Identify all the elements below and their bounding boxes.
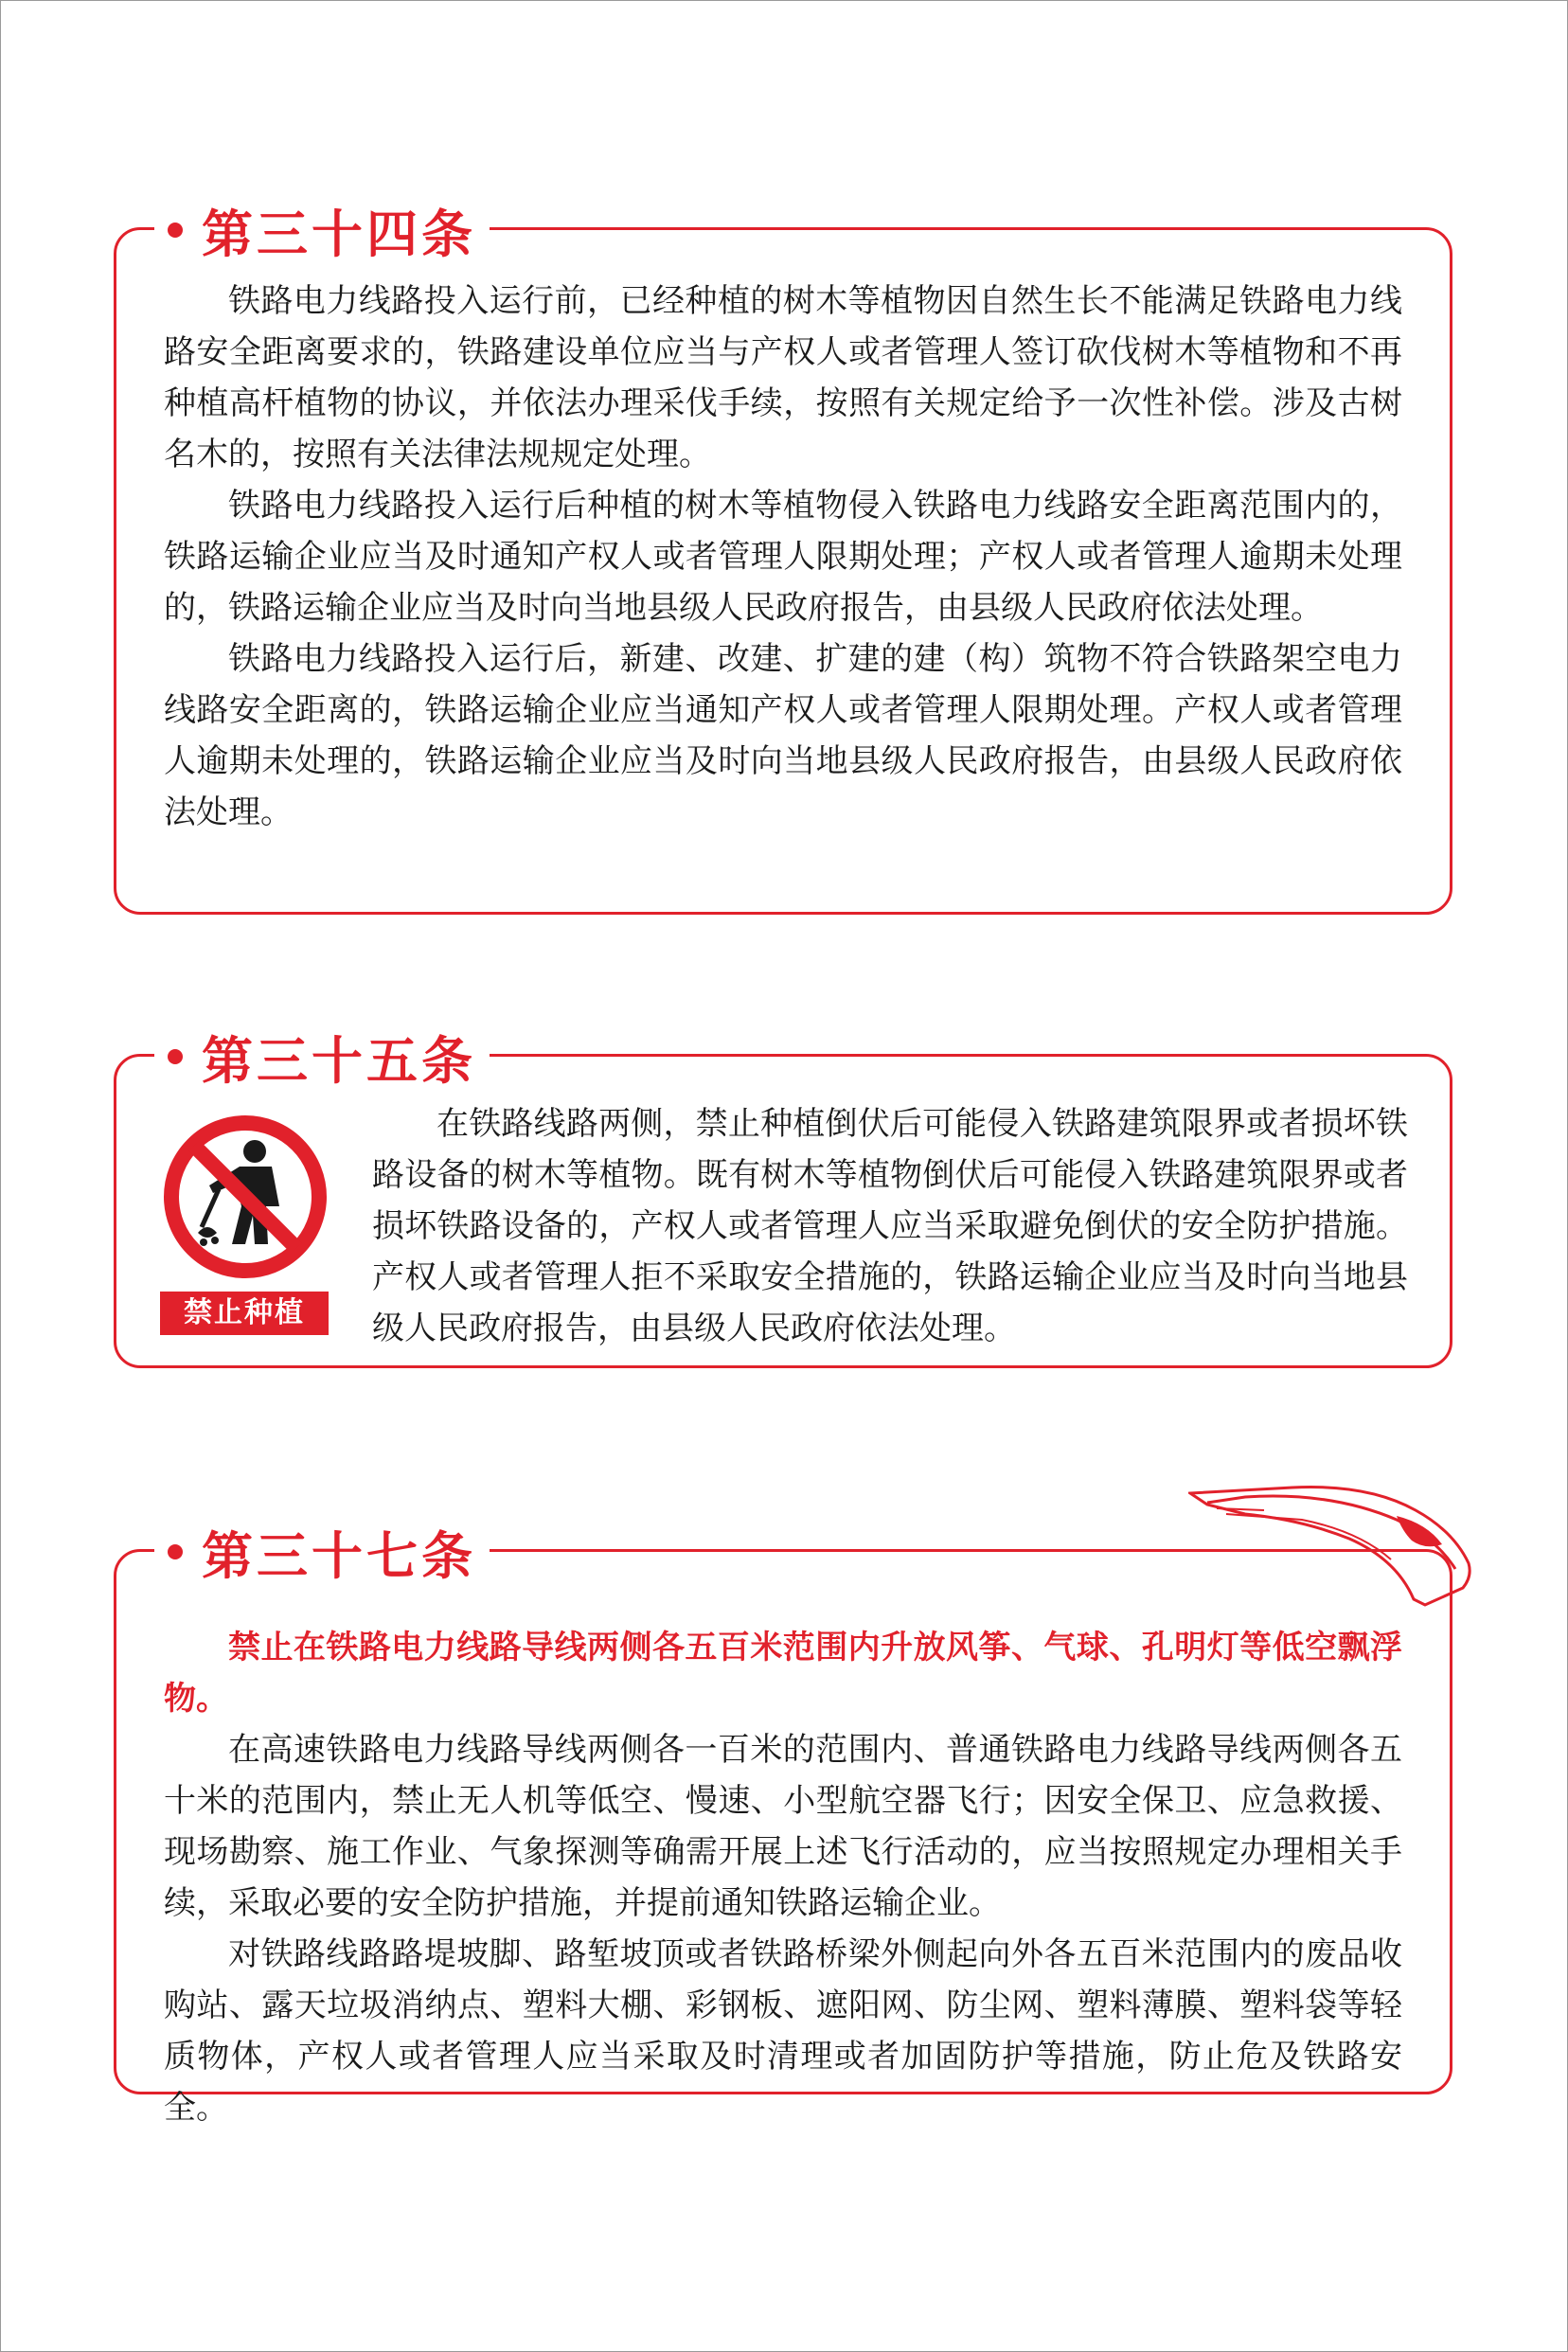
article-37-body [164,1622,1402,2133]
article-35-body [372,1098,1408,1354]
paragraph: 在高速铁路电力线路导线两侧各一百米的范围内、普通铁路电力线路导线两侧各五十米的范围内，禁止无人机等低空、慢速、小型航空器飞行；因安全保卫、应急救援、现场勘察、施工作业、气象探测等确需开展上述飞行活动的，应当按照规定办理相关手续，采取必要的安全防护措施，并提前通知铁路运输企业。 [164,1731,1402,1922]
highlight-paragraph: 禁止在铁路电力线路导线两侧各五百米范围内升放风筝、气球、孔明灯等低空飘浮物。 [164,1629,1402,1718]
bullet-dot-icon [168,223,183,238]
bullet-dot-icon [168,1049,183,1064]
article-title-wrap [154,1518,490,1586]
sign-label: 禁止种植 [160,1292,329,1335]
paragraph: 对铁路线路路堤坡脚、路堑坡顶或者铁路桥梁外侧起向外各五百米范围内的废品收购站、露天垃圾消纳点、塑料大棚、彩钢板、遮阳网、防尘网、塑料薄膜、塑料袋等轻质物体，产权人或者管理人应当采取及时清理或者加固防护等措施，防止危及铁路安全。 [164,1935,1402,2127]
paragraph: 在铁路线路两侧，禁止种植倒伏后可能侵入铁路建筑限界或者损坏铁路设备的树木等植物。既有树木等植物倒伏后可能侵入铁路建筑限界或者损坏铁路设备的，产权人或者管理人应当采取避免倒伏的安全防护措施。产权人或者管理人拒不采取安全措施的，铁路运输企业应当及时向当地县级人民政府报告，由县级人民政府依法处理。 [372,1105,1408,1347]
article-title-wrap [154,1023,490,1091]
paragraph: 铁路电力线路投入运行后种植的树木等植物侵入铁路电力线路安全距离范围内的，铁路运输企业应当及时通知产权人或者管理人限期处理；产权人或者管理人逾期未处理的，铁路运输企业应当及时向当地县级人民政府报告，由县级人民政府依法处理。 [164,487,1402,627]
article-34-card [114,204,1452,915]
paragraph: 铁路电力线路投入运行前，已经种植的树木等植物因自然生长不能满足铁路电力线路安全距离要求的，铁路建设单位应当与产权人或者管理人签订砍伐树木等植物和不再种植高杆植物的协议，并依法办理采伐手续，按照有关规定给予一次性补偿。涉及古树名木的，按照有关法律法规规定处理。 [164,282,1402,473]
bullet-dot-icon [168,1544,183,1559]
article-35-card [114,1030,1452,1368]
article-37-title: 第三十七条 [202,1525,476,1586]
no-planting-sign [160,1112,330,1339]
article-34-body [164,276,1402,838]
article-34-title: 第三十四条 [202,204,476,264]
article-title-wrap [154,196,490,264]
article-37-card [114,1525,1452,2127]
article-35-title: 第三十五条 [202,1030,476,1091]
paragraph: 铁路电力线路投入运行后，新建、改建、扩建的建（构）筑物不符合铁路架空电力线路安全距离的，铁路运输企业应当通知产权人或者管理人限期处理。产权人或者管理人逾期未处理的，铁路运输企业应当及时向当地县级人民政府报告，由县级人民政府依法处理。 [164,640,1402,831]
no-planting-icon [160,1112,330,1288]
